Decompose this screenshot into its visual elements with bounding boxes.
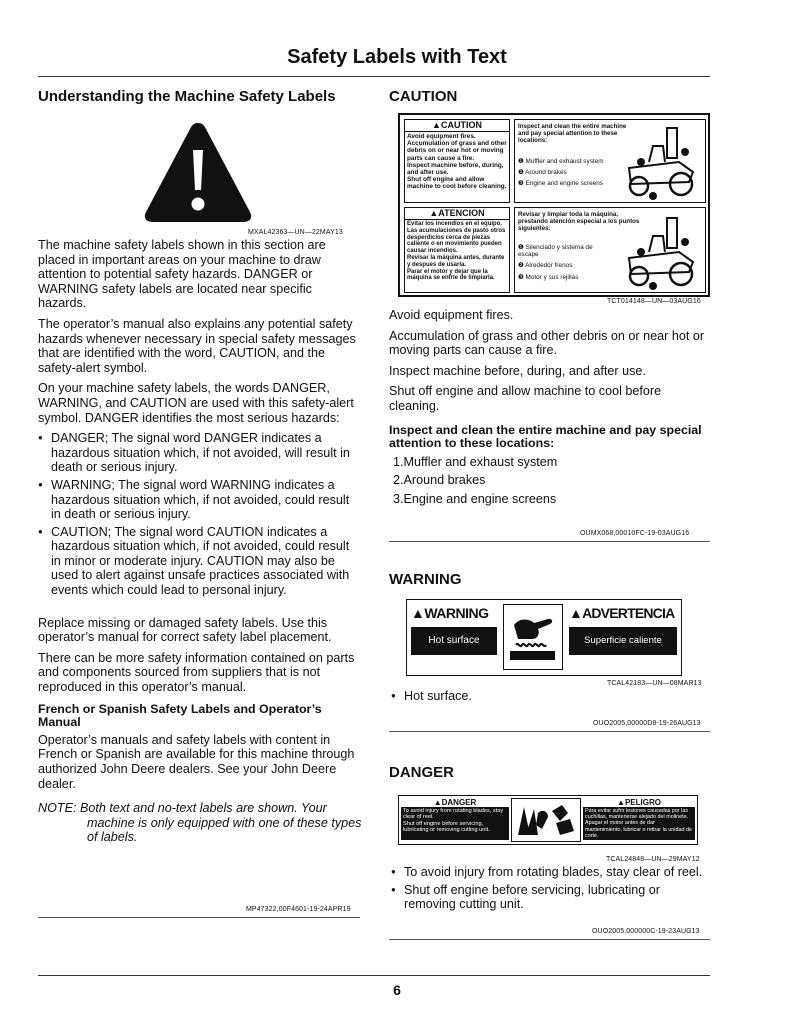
section-heading: Understanding the Machine Safety Labels: [38, 88, 336, 105]
label-text: Parar el motor y dejar que la máquina se enfríe de limpiarla.: [407, 268, 495, 282]
warning-label-image: ▲WARNING Hot surface ▲ADVERTENCIA Superficie caliente: [406, 599, 682, 676]
label-text: Hot surface: [411, 627, 497, 655]
paragraph: Shut off engine and allow machine to cool before cleaning.: [389, 384, 662, 413]
label-text: Motor y sus rejillas: [525, 273, 579, 281]
paragraph: The machine safety labels shown in this section are placed in important areas on your machine to draw attention to potential safety hazards. DANGER or WARNING safety labels are located near specific hazards.: [38, 238, 326, 311]
note: NOTE: Both text and no-text labels are shown. Your machine is only equipped with one of these types of labels.: [38, 801, 362, 845]
label-header: ADVERTENCIA: [582, 605, 675, 621]
list-item: 1.Muffler and exhaust system: [393, 454, 558, 469]
label-header: WARNING: [424, 605, 489, 621]
divider: [389, 939, 710, 940]
divider: [389, 731, 710, 732]
danger-label-image: ▲DANGER To avoid injury from rotating blades, stay clear of reel. Shut off engine before servicing, lubricating or removing cutting unit. ▲PELIGRO Para evitar sufrir lesiones causadas por las cuchillas, mantenerse alejado del molinete. Apagar el motor antes de dar mantenimiento, lubricar o retirar la unidad de corte.: [398, 795, 698, 845]
warning-heading: WARNING: [389, 571, 462, 588]
label-text: Shut off engine before servicing, lubricating or removing cutting unit.: [403, 820, 490, 834]
list-item: 2.Around brakes: [393, 473, 486, 488]
reference-code: OUO2005,00000D8-19-26AUG13: [593, 720, 701, 727]
figure-caption: TCAL24848—UN—29MAY12: [606, 856, 700, 863]
label-text: Inspect and clean the entire machine and pay special attention to these locations:: [518, 123, 627, 145]
list-item: ● Shut off engine before servicing, lubricating or removing cutting unit.: [391, 883, 711, 912]
label-header: ATENCION: [438, 208, 485, 218]
list-item: ● To avoid injury from rotating blades, stay clear of reel.: [391, 865, 711, 880]
label-text: Alrededor frenos: [525, 262, 573, 270]
reference-code: OUMX068,00010FC-19-03AUG16: [580, 530, 690, 537]
list-item: 3.Engine and engine screens: [393, 491, 557, 506]
label-header: DANGER: [441, 798, 477, 807]
page-number: 6: [393, 982, 401, 998]
label-text: Para evitar sufrir lesiones causadas por las cuchillas, mantenerse alejado del molinete.: [585, 808, 689, 821]
page-title: Safety Labels with Text: [287, 46, 507, 68]
danger-heading: DANGER: [389, 764, 455, 781]
list-item: ● Hot surface.: [391, 689, 711, 704]
paragraph: Accumulation of grass and other debris on or near hot or moving parts can cause a fire.: [389, 328, 705, 358]
list-item: ● CAUTION; The signal word CAUTION indicates a hazardous situation which, if not avoided, could result in minor or moderate injury. CAUTION may also be used to alert against unsafe practices associated with events which could lead to personal injury.: [38, 525, 362, 598]
paragraph: Replace missing or damaged safety labels. Use this operator’s manual for correct safety label placement.: [38, 615, 332, 645]
caution-heading: CAUTION: [389, 88, 458, 105]
label-text: Inspect machine before, during, and after use.: [407, 161, 504, 177]
label-header: CAUTION: [440, 120, 482, 130]
label-text: Revisar la máquina antes, durante y despues de usarla.: [407, 254, 505, 268]
subheading: French or Spanish Safety Labels and Operator’s Manual: [38, 701, 322, 730]
list-item: ● DANGER; The signal word DANGER indicates a hazardous situation which, if not avoided, will result in death or serious injury.: [38, 431, 362, 475]
divider: [38, 917, 360, 918]
label-text: Shut off engine and allow machine to cool before cleaning.: [407, 176, 507, 191]
paragraph: The operator’s manual also explains any potential safety hazards whenever necessary in special safety messages that are identified with the word, CAUTION, and the safety-alert symbol.: [38, 316, 356, 375]
label-text: Muffler and exhaust system: [525, 158, 604, 165]
label-text: Engine and engine screens: [525, 180, 603, 188]
paragraph: Inspect machine before, during, and after use.: [389, 363, 646, 378]
paragraph: There can be more safety information contained on parts and components sourced from suppliers that is not reproduced in this operator’s manual.: [38, 650, 355, 695]
label-text: Avoid equipment fires.: [407, 133, 476, 140]
hot-surface-icon: [503, 604, 563, 670]
paragraph: Avoid equipment fires.: [389, 308, 514, 322]
title-rule: [38, 76, 710, 77]
caution-label-image: ▲CAUTION Avoid equipment fires. Accumulation of grass and other debris on or near hot or moving parts can cause a fire. Inspect machine before, during, and after use. Shut off engine and allow machine to cool before cleaning. Inspect and clean the entire machine and pay special attention to these locations: ❶ Muffler and exhaust system ❷ Around brakes ❸ Engine and engine screens ▲ATENCION Evitar los incendios en el equipo. Las acumulaciones de pasto otros desperdicios cerca de piezas caliente o en movimiento pueden causar incendios. Revisar la máquina antes, durante y despues de usarla. Parar el motor y dejar que la máquina se enfríe de limpiarla. Revisar y limpiar toda la máquina, prestando atención especial a los puntos siguientes: ❶ Silenciado y sistema de escape ❷ Alrededor frenos ❸ Motor y sus rejillas: [398, 113, 710, 297]
figure-caption: TCT014148—UN—03AUG16: [607, 298, 701, 305]
divider: [389, 541, 710, 542]
subheading: Inspect and clean the entire machine and pay special attention to these locations:: [389, 422, 702, 451]
label-text: To avoid injury from rotating blades, stay clear of reel.: [403, 808, 504, 821]
rotating-blades-icon: [511, 798, 581, 842]
mower-illustration-icon: [619, 212, 703, 292]
label-header: PELIGRO: [624, 798, 661, 807]
label-text: Accumulation of grass and other debris on or near hot or moving parts can cause a fire.: [407, 140, 507, 162]
list-item: ● WARNING; The signal word WARNING indicates a hazardous situation which, if not avoided, could result in death or serious injury.: [38, 478, 362, 522]
label-text: Apagar el motor antes de dar mantenimiento, lubricar o retirar la unidad de corte.: [585, 820, 692, 839]
footer-rule: [38, 975, 710, 976]
label-text: Evitar los incendios en el equipo.: [407, 221, 503, 227]
paragraph: Operator’s manuals and safety labels with content in French or Spanish are available for this machine through authorized John Deere dealers. See your John Deere dealer.: [38, 732, 355, 791]
label-text: Revisar y limpiar toda la máquina, prestando atención especial a los puntos siguientes:: [518, 211, 640, 233]
paragraph: On your machine safety labels, the words DANGER, WARNING, and CAUTION are used with this safety-alert symbol. DANGER identifies the most serious hazards:: [38, 381, 354, 425]
figure-caption: TCAL42183—UN—08MAR13: [607, 680, 702, 687]
mower-illustration-icon: [619, 122, 703, 202]
label-text: Around brakes: [525, 169, 567, 177]
reference-code: OUO2005,000000C-19-23AUG13: [592, 928, 700, 935]
reference-code: MP47322,00F4601-19-24APR19: [246, 906, 351, 913]
safety-alert-icon: [142, 120, 254, 224]
label-text: Las acumulaciones de pasto otros desperdicios cerca de piezas caliente o en movimiento pueden causar incendios.: [407, 227, 506, 255]
label-text: Silenciado y sistema de escape: [518, 244, 593, 259]
label-text: Superficie caliente: [569, 627, 677, 655]
figure-caption: MXAL42363—UN—22MAY13: [248, 229, 343, 236]
